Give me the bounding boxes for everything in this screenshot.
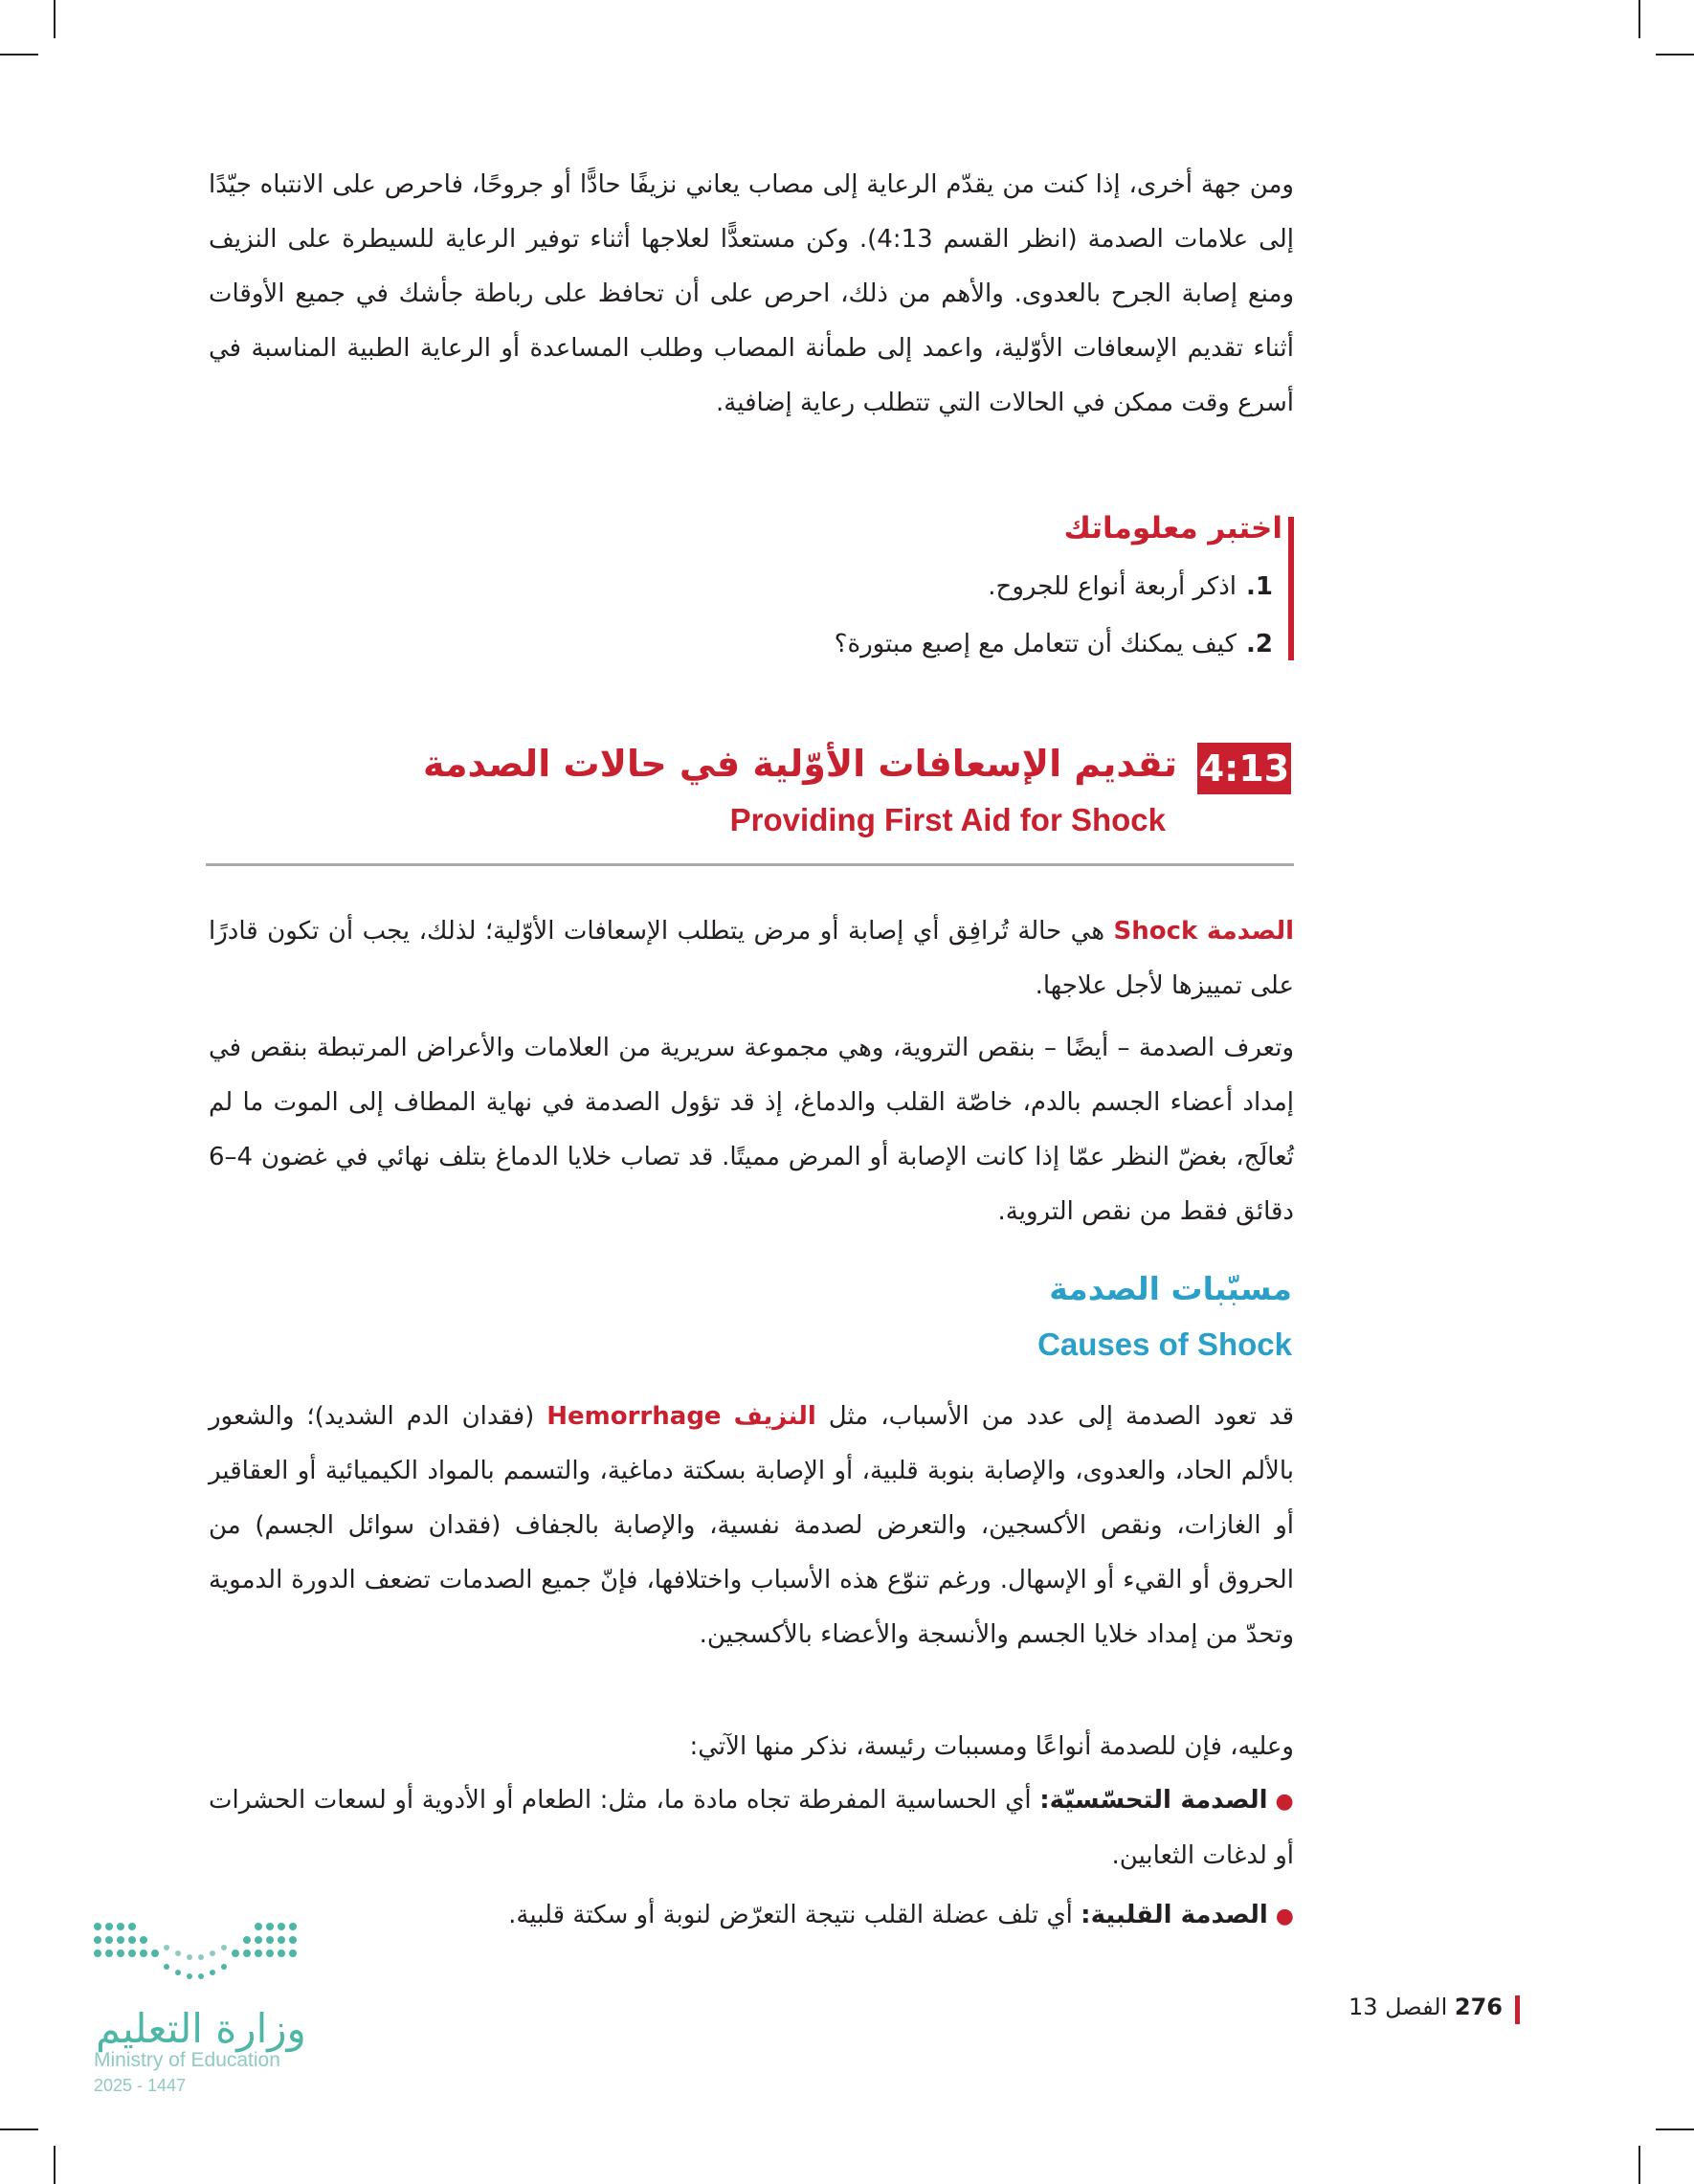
quiz-item-number: 2. — [1246, 630, 1273, 658]
quiz-accent-bar — [1288, 517, 1294, 660]
ministry-year: 2025 - 1447 — [94, 2076, 187, 2095]
definition-term-ar: الصدمة — [1206, 917, 1294, 946]
list-item-term: الصدمة التحسّسيّة: — [1039, 1786, 1268, 1815]
section-number-badge: 4:13 — [1197, 743, 1291, 794]
definition-text: هي حالة تُرافِق أي إصابة أو مرض يتطلب الإسعافات الأوّلية؛ لذلك، يجب أن تكون قادرًا على تمييزها لأجل علاجها. — [209, 917, 1294, 1000]
crop-mark — [0, 54, 38, 56]
bullet-dot-icon: ● — [1275, 1905, 1294, 1928]
crop-mark — [1638, 0, 1640, 38]
ministry-logo-icon — [92, 1919, 301, 1995]
crop-mark — [54, 0, 56, 38]
section-title-en: Providing First Aid for Shock — [729, 802, 1166, 837]
hemorrhage-term-ar: النزيف — [733, 1402, 816, 1431]
causes-title-en: Causes of Shock — [1037, 1326, 1292, 1362]
crop-mark — [0, 2128, 38, 2130]
list-item — [209, 1773, 1294, 1883]
crop-mark — [1656, 2128, 1694, 2130]
quiz-item — [835, 630, 1273, 658]
types-intro: وعليه، فإن للصدمة أنواعًا ومسببات رئيسة، نذكر منها الآتي: — [689, 1732, 1294, 1761]
quiz-item — [988, 572, 1273, 601]
crop-mark — [1656, 54, 1694, 56]
ministry-name-ar: وزارة التعليم — [96, 2005, 306, 2052]
list-item-text: أي تلف عضلة القلب نتيجة التعرّض لنوبة أو سكتة قلبية. — [508, 1901, 1073, 1929]
causes-title-ar: مسبّبات الصدمة — [1049, 1270, 1292, 1307]
chapter-label: الفصل 13 — [1348, 1994, 1448, 2020]
hemorrhage-term-en: Hemorrhage — [546, 1402, 722, 1431]
section-title-ar: تقديم الإسعافات الأوّلية في حالات الصدمة — [422, 743, 1177, 785]
list-item-term: الصدمة القلبية: — [1081, 1901, 1268, 1929]
crop-mark — [54, 2146, 56, 2184]
intro-paragraph: ومن جهة أخرى، إذا كنت من يقدّم الرعاية إلى مصاب يعاني نزيفًا حادًّا أو جروحًا، فاحرص على الانتباه جيّدًا إلى علامات الصدمة (انظر القسم 4:13). وكن مستعدًّا لعلاجها أثناء توفير الرعاية للسيطرة على النزيف ومنع إصابة الجرح بالعدوى. والأهم من ذلك، احرص على أن تحافظ على رباطة جأشك في جميع الأوقات أثناء تقديم الإسعافات الأوّلية، واعمد إلى طمأنة المصاب وطلب المساعدة أو الرعاية الطبية المناسبة في أسرع وقت ممكن في الحالات التي تتطلب رعاية إضافية. — [209, 170, 1294, 417]
quiz-item-text: كيف يمكنك أن تتعامل مع إصبع مبتورة؟ — [834, 630, 1237, 658]
quiz-item-number: 1. — [1246, 572, 1273, 601]
definition-term-en: Shock — [1113, 917, 1198, 946]
bullet-dot-icon: ● — [1275, 1790, 1295, 1814]
definition-paragraph — [209, 904, 1294, 1014]
causes-text: (فقدان الدم الشديد)؛ والشعور بالألم الحاد، والعدوى، والإصابة بنوبة قلبية، أو الإصابة بسكتة دماغية، والتسمم بالمواد الكيميائية أو العقاقير أو الغازات، ونقص الأكسجين، والتعرض لصدمة نفسية، والإصابة بالجفاف (فقدان سوائل الجسم) من الحروق أو القيء أو الإسهال. ورغم تنوّع هذه الأسباب واختلافها، فإنّ جميع الصدمات تضعف الدورة الدموية وتحدّ من إمداد خلايا الجسم والأنسجة والأعضاء بالأكسجين. — [209, 1402, 1294, 1649]
quiz-item-text: اذكر أربعة أنواع للجروح. — [988, 572, 1237, 601]
causes-lead: قد تعود الصدمة إلى عدد من الأسباب، مثل — [828, 1402, 1294, 1431]
quiz-title: اختبر معلوماتك — [1063, 511, 1282, 546]
ministry-name-en: Ministry of Education — [94, 2049, 280, 2071]
page-footer — [1349, 1994, 1503, 2020]
footer-accent-bar — [1515, 1995, 1520, 2024]
section-divider — [206, 863, 1294, 866]
page-number: 276 — [1454, 1994, 1503, 2020]
list-item-text: أي الحساسية المفرطة تجاه مادة ما، مثل: الطعام أو الأدوية أو لسعات الحشرات أو لدغات الثعابين. — [209, 1786, 1294, 1870]
list-item — [209, 1888, 1294, 1944]
causes-paragraph — [209, 1390, 1294, 1662]
ischemia-paragraph: وتعرف الصدمة – أيضًا – بنقص التروية، وهي مجموعة سريرية من العلامات والأعراض المرتبطة بنقص في إمداد أعضاء الجسم بالدم، خاصّة القلب والدماغ، إذ قد تؤول الصدمة في نهاية المطاف إلى الموت ما لم تُعالَج، بغضّ النظر عمّا إذا كانت الإصابة أو المرض مميتًا. قد تصاب خلايا الدماغ بتلف نهائي في غضون 4–6 دقائق فقط من نقص التروية. — [209, 1034, 1294, 1226]
crop-mark — [1638, 2146, 1640, 2184]
